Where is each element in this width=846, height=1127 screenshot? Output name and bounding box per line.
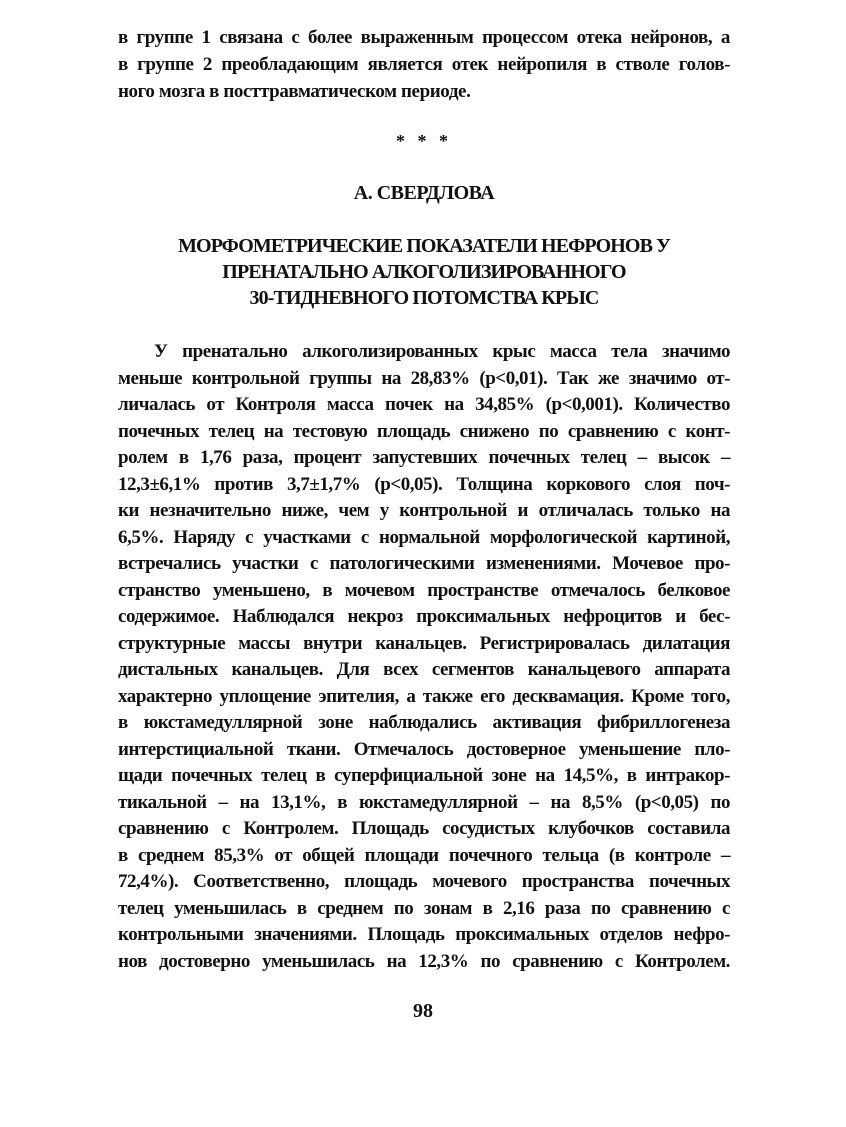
body-line: сравнению с Контролем. Площадь сосудистых клубочков составила (118, 818, 730, 839)
article-author: А. СВЕРДЛОВА (353, 182, 495, 204)
title-line: ПРЕНАТАЛЬНО АЛКОГОЛИЗИРОВАННОГО (222, 261, 626, 283)
body-line: 6,5%. Наряду с участками с нормальной морфологической картиной, (118, 526, 730, 548)
body-line: в юкстамедуллярной зоне наблюдались активация фибриллогенеза (118, 712, 730, 733)
section-separator: * * * (396, 131, 452, 151)
body-line: тикальной – на 13,1%, в юкстамедуллярной – на 8,5% (р<0,05) по (118, 791, 730, 813)
body-line: щади почечных телец в суперфициальной зоне на 14,5%, в интракор- (118, 765, 730, 786)
title-line: 30-ТИДНЕВНОГО ПОТОМСТВА КРЫС (249, 287, 599, 309)
text-line: ного мозга в посттравматическом периоде. (118, 81, 471, 102)
body-line: контрольными значениями. Площадь проксимальных отделов нефро- (118, 924, 730, 945)
body-line: нов достоверно уменьшилась на 12,3% по сравнению с Контролем. (118, 950, 730, 972)
article-title (118, 233, 730, 311)
body-line: содержимое. Наблюдался некроз проксимальных нефроцитов и бес- (118, 606, 730, 627)
body-line: почечных телец на тестовую площадь снижено по сравнению с конт- (118, 420, 730, 442)
body-line: У пренатально алкоголизированных крыс масса тела значимо (154, 341, 730, 362)
body-line: 12,3±6,1% против 3,7±1,7% (р<0,05). Толщина коркового слоя поч- (118, 473, 730, 495)
page-content (118, 24, 730, 975)
body-line: ки незначительно ниже, чем у контрольной и отличалась только на (118, 500, 730, 521)
body-line: меньше контрольной группы на 28,83% (р<0,01). Так же значимо от- (118, 367, 730, 389)
body-line: телец уменьшилась в среднем по зонам в 2,16 раза по сравнению с (118, 897, 730, 919)
text-line: в группе 1 связана с более выраженным процессом отека нейронов, а (118, 27, 730, 48)
body-line: характерно уплощение эпителия, а также его десквамация. Кроме того, (118, 685, 730, 707)
body-line: 72,4%). Соответственно, площадь мочевого пространства почечных (118, 871, 730, 892)
body-line: дистальных канальцев. Для всех сегментов канальцевого аппарата (118, 659, 730, 680)
title-line: МОРФОМЕТРИЧЕСКИЕ ПОКАЗАТЕЛИ НЕФРОНОВ У (178, 235, 670, 257)
body-line: ролем в 1,76 раза, процент запустевших почечных телец – высок – (118, 447, 730, 468)
text-line: в группе 2 преобладающим является отек нейропиля в стволе голов- (118, 54, 730, 75)
body-line: личалась от Контроля масса почек на 34,85% (р<0,001). Количество (118, 394, 730, 415)
body-line: странство уменьшено, в мочевом пространстве отмечалось белковое (118, 579, 730, 601)
body-line: интерстициальной ткани. Отмечалось достоверное уменьшение пло- (118, 738, 730, 760)
continued-paragraph (118, 24, 730, 105)
body-line: структурные массы внутри канальцев. Регистрировалась дилатация (118, 632, 730, 654)
article-body (118, 339, 730, 975)
body-line: в среднем 85,3% от общей площади почечного тельца (в контроле – (118, 844, 730, 866)
page-number: 98 (413, 1000, 433, 1022)
body-line: встречались участки с патологическими изменениями. Мочевое про- (118, 553, 730, 574)
